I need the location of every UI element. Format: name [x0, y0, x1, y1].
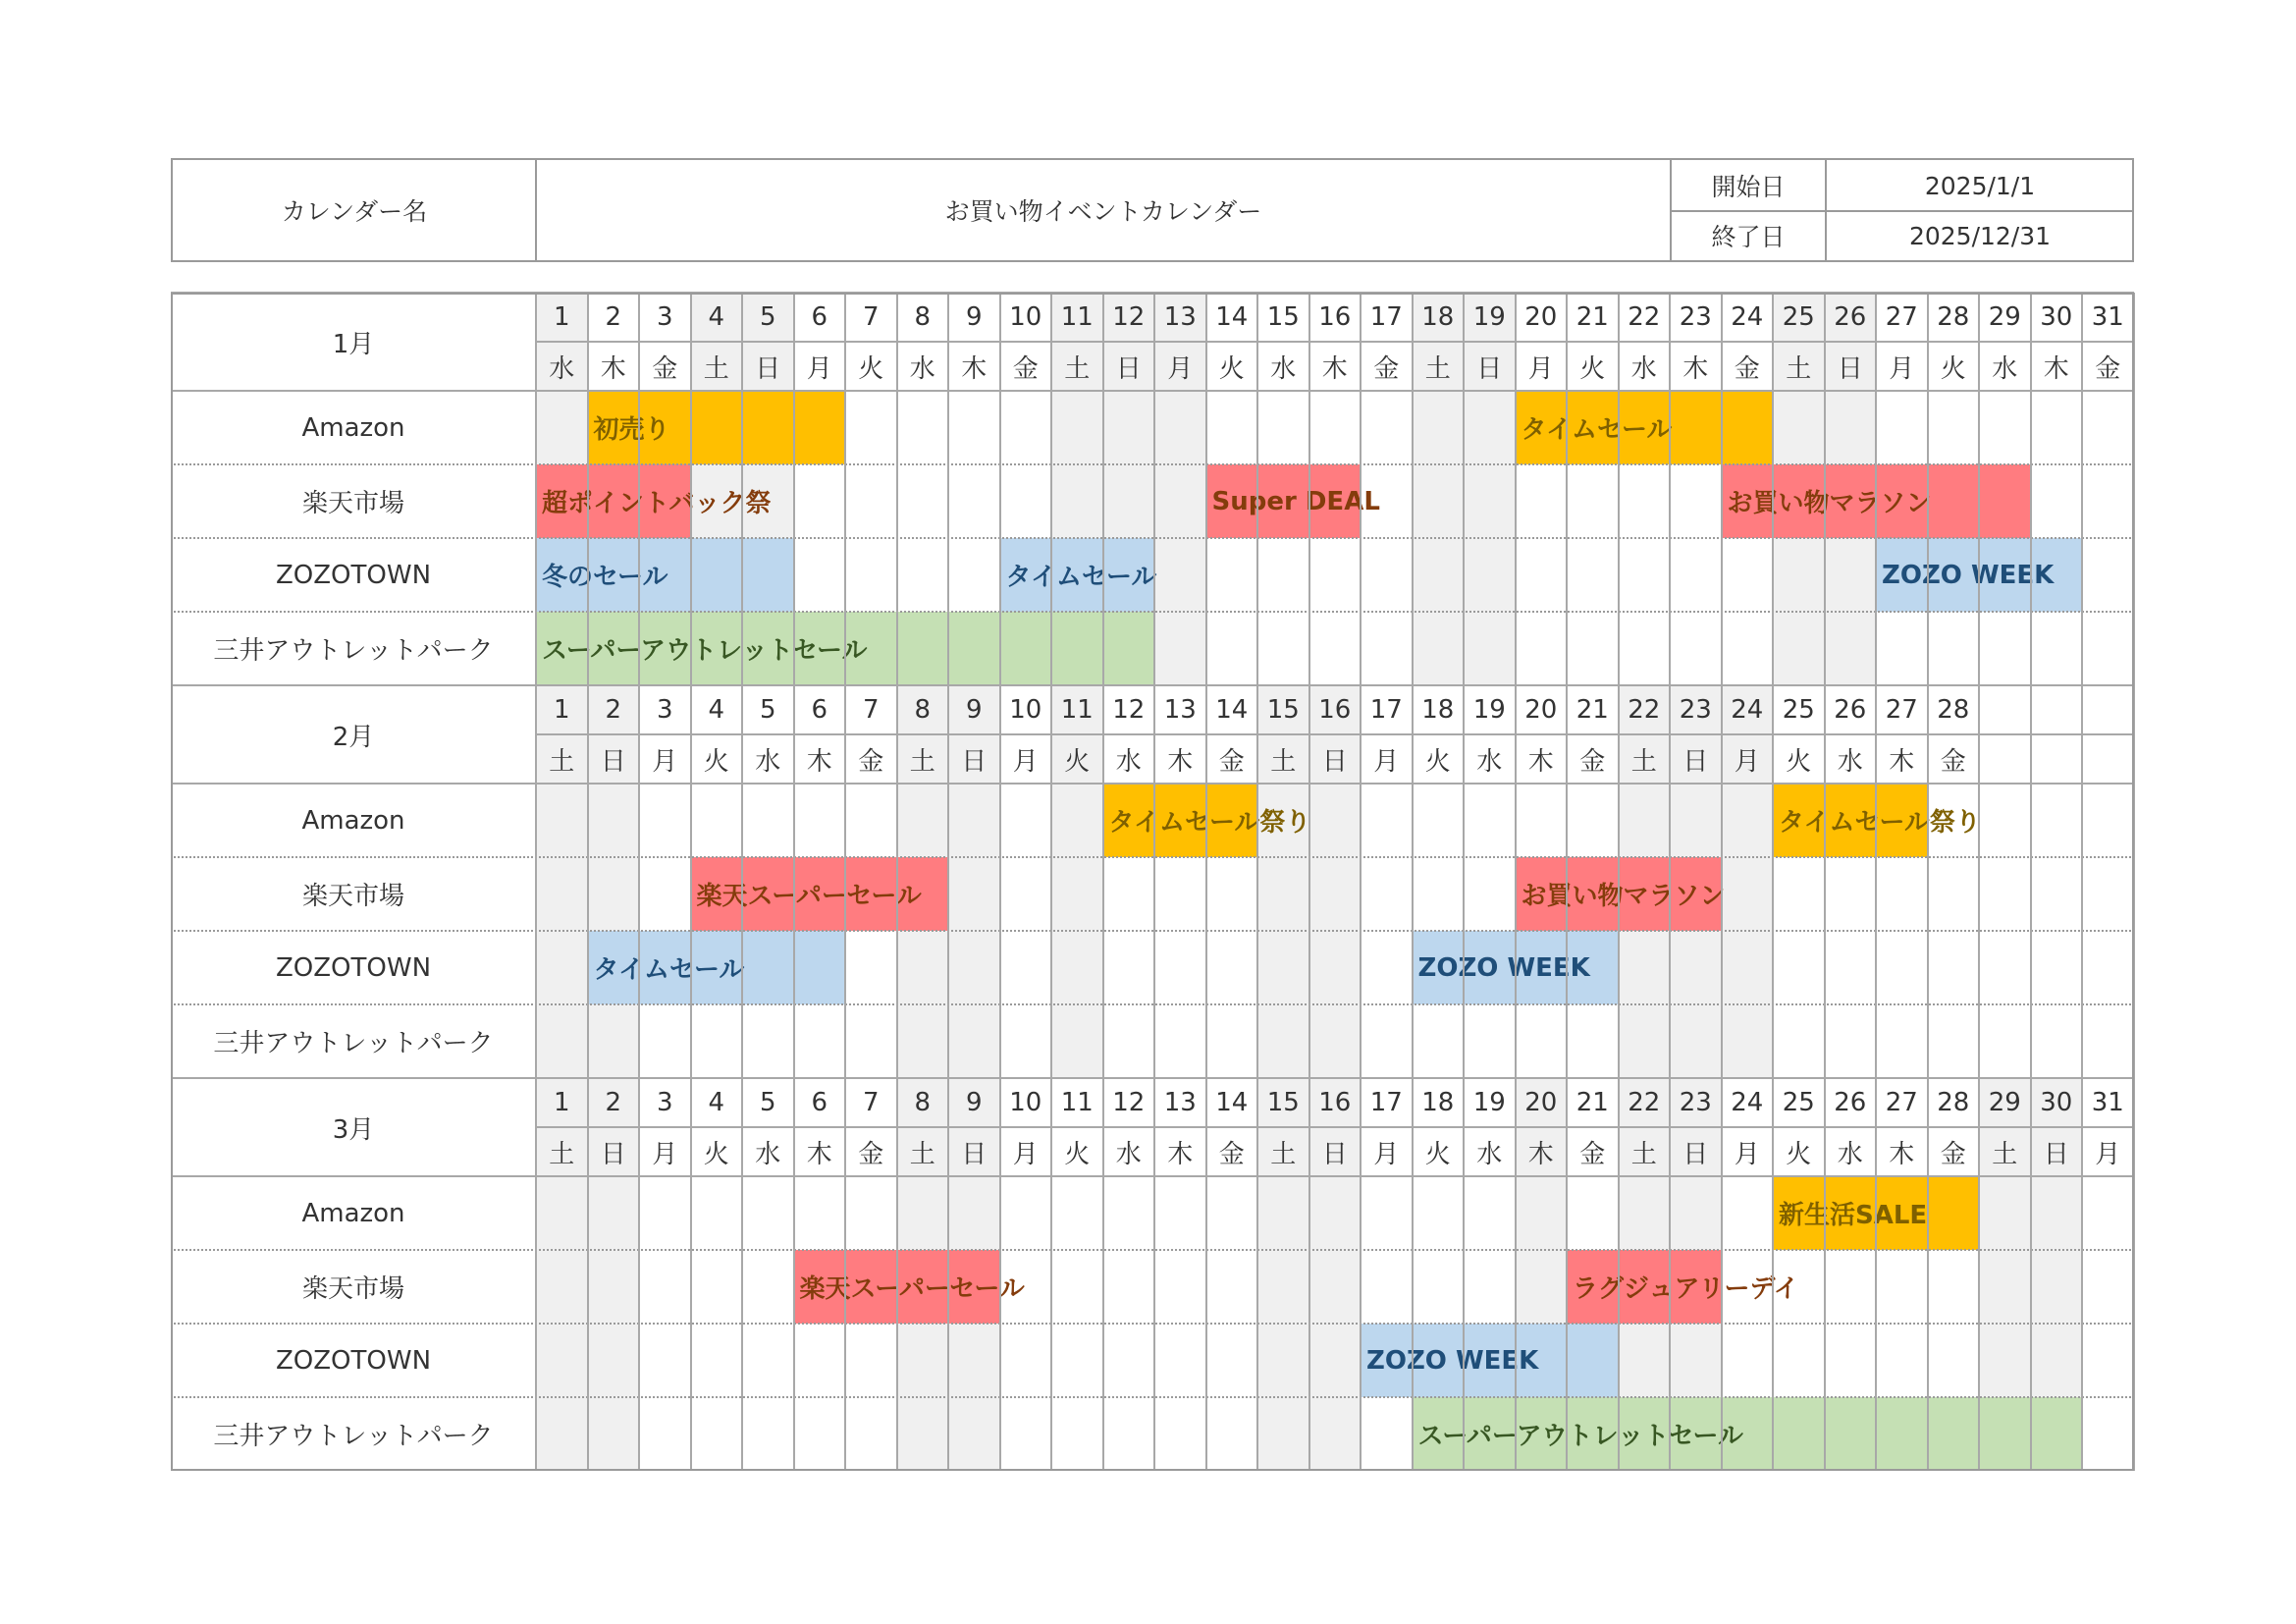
weekday-label: 水 [1630, 353, 1657, 384]
event-label: 初売り [593, 415, 670, 445]
day-number: 26 [1834, 1088, 1867, 1117]
grid-line [171, 783, 2134, 785]
row-divider [171, 611, 2134, 613]
day-number: 20 [1524, 302, 1558, 332]
weekday-label: 水 [1270, 353, 1297, 384]
weekday-label: 日 [2043, 1139, 2069, 1169]
weekday-label: 月 [1373, 1139, 1400, 1169]
day-number: 30 [2040, 1088, 2073, 1117]
store-label: 三井アウトレットパーク [213, 1422, 494, 1451]
day-number: 26 [1834, 302, 1867, 332]
store-label: 楽天市場 [301, 882, 404, 911]
day-number: 18 [1421, 302, 1455, 332]
weekday-label: 土 [703, 353, 729, 384]
weekday-label: 土 [549, 1139, 575, 1169]
day-number: 25 [1782, 1088, 1815, 1117]
day-number: 27 [1885, 695, 1918, 725]
day-number: 7 [862, 302, 880, 332]
weekday-label: 火 [703, 746, 729, 777]
grid-line [171, 1175, 2134, 1177]
store-label: Amazon [301, 805, 405, 836]
day-number: 24 [1731, 1088, 1764, 1117]
weekday-label: 木 [1527, 1139, 1554, 1169]
grid-line [1360, 293, 1362, 1471]
grid-line [171, 1077, 2134, 1079]
calendar-name-value: お買い物イベントカレンダー [944, 197, 1262, 226]
day-number: 15 [1266, 1088, 1300, 1117]
day-number: 8 [914, 1088, 932, 1117]
day-number: 7 [862, 1088, 880, 1117]
divider [535, 160, 537, 260]
weekday-label: 金 [1734, 353, 1760, 384]
weekday-label: 月 [1734, 1139, 1760, 1169]
weekday-label: 水 [1476, 746, 1503, 777]
weekday-label: 金 [1218, 746, 1245, 777]
grid-line [1515, 293, 1517, 1471]
store-label: 楽天市場 [301, 1274, 404, 1304]
weekday-label: 水 [1992, 353, 2018, 384]
row-divider [171, 1323, 2134, 1325]
weekday-label: 日 [961, 746, 988, 777]
month-label: 3月 [332, 1114, 375, 1145]
grid-line [1153, 293, 1155, 1471]
day-number: 17 [1369, 1088, 1403, 1117]
day-number: 12 [1112, 695, 1146, 725]
store-label: Amazon [301, 1198, 405, 1228]
day-number: 20 [1524, 695, 1558, 725]
grid-line [536, 1126, 2134, 1128]
weekday-label: 火 [1064, 746, 1091, 777]
weekday-label: 日 [755, 353, 781, 384]
day-number: 20 [1524, 1088, 1558, 1117]
day-number: 16 [1318, 302, 1352, 332]
grid-line [1102, 293, 1104, 1471]
day-number: 21 [1575, 695, 1609, 725]
event-label: Super DEAL [1211, 486, 1380, 516]
weekday-label: 木 [1682, 353, 1709, 384]
day-number: 11 [1060, 1088, 1094, 1117]
weekday-label: 木 [1167, 1139, 1194, 1169]
weekday-label: 木 [2043, 353, 2069, 384]
weekday-label: 日 [1321, 746, 1348, 777]
weekday-label: 土 [1424, 353, 1451, 384]
event-label: 新生活SALE [1779, 1201, 1928, 1230]
grid-line [1308, 293, 1310, 1471]
weekday-label: 日 [1682, 1139, 1709, 1169]
grid-line [1412, 293, 1414, 1471]
day-number: 1 [553, 1088, 570, 1117]
weekday-label: 土 [1786, 353, 1812, 384]
grid-line [1772, 293, 1774, 1471]
grid-line [896, 293, 898, 1471]
day-number: 6 [811, 695, 828, 725]
weekday-label: 水 [909, 353, 935, 384]
weekday-label: 金 [2095, 353, 2121, 384]
row-divider [171, 856, 2134, 858]
day-number: 18 [1421, 695, 1455, 725]
weekday-label: 月 [652, 1139, 678, 1169]
day-number: 4 [708, 1088, 725, 1117]
grid-line [1875, 293, 1877, 1471]
calendar-name-label: カレンダー名 [281, 197, 428, 226]
row-divider [171, 463, 2134, 465]
weekday-label: 火 [858, 353, 884, 384]
weekday-label: 月 [1373, 746, 1400, 777]
weekday-label: 月 [1167, 353, 1194, 384]
day-number: 21 [1575, 302, 1609, 332]
event-label: ZOZO WEEK [1417, 952, 1590, 983]
store-label: 楽天市場 [301, 489, 404, 518]
day-number: 13 [1163, 1088, 1197, 1117]
weekday-label: 火 [1786, 746, 1812, 777]
day-number: 3 [656, 302, 673, 332]
day-number: 13 [1163, 302, 1197, 332]
store-label: Amazon [301, 412, 405, 443]
grid-line [1669, 293, 1671, 1471]
grid-line [171, 390, 2134, 392]
weekday-label: 火 [1424, 1139, 1451, 1169]
grid-line [999, 293, 1001, 1471]
store-label: ZOZOTOWN [275, 1345, 432, 1376]
grid-line [690, 293, 692, 1471]
weekday-label: 火 [1786, 1139, 1812, 1169]
day-number: 19 [1472, 302, 1506, 332]
day-number: 9 [965, 302, 983, 332]
day-number: 2 [605, 695, 622, 725]
store-label: 三井アウトレットパーク [213, 636, 494, 666]
weekday-label: 土 [1270, 1139, 1297, 1169]
day-number: 24 [1731, 695, 1764, 725]
event-calendar-grid [171, 293, 2134, 1471]
weekday-label: 月 [1889, 353, 1915, 384]
weekday-label: 水 [1476, 1139, 1503, 1169]
weekday-label: 土 [909, 746, 935, 777]
weekday-label: 土 [1270, 746, 1297, 777]
weekday-label: 土 [1630, 1139, 1657, 1169]
grid-line [1927, 293, 1929, 1471]
day-number: 8 [914, 695, 932, 725]
weekday-label: 金 [858, 746, 884, 777]
day-number: 5 [759, 695, 776, 725]
day-number: 10 [1009, 1088, 1042, 1117]
grid-line [1463, 293, 1465, 1471]
day-number: 5 [759, 302, 776, 332]
weekday-label: 金 [652, 353, 678, 384]
weekday-label: 月 [1012, 746, 1039, 777]
grid-line [171, 292, 2134, 294]
weekday-label: 日 [600, 746, 626, 777]
event-label: タイムセール [593, 955, 745, 985]
weekday-label: 水 [755, 1139, 781, 1169]
grid-line [536, 733, 2134, 735]
weekday-label: 木 [1889, 746, 1915, 777]
day-number: 28 [1937, 1088, 1970, 1117]
weekday-label: 日 [1321, 1139, 1348, 1169]
row-divider [171, 1249, 2134, 1251]
grid-line [1256, 293, 1258, 1471]
day-number: 27 [1885, 302, 1918, 332]
day-number: 23 [1679, 695, 1712, 725]
day-number: 9 [965, 695, 983, 725]
weekday-label: 日 [600, 1139, 626, 1169]
day-number: 31 [2091, 302, 2124, 332]
grid-line [741, 293, 743, 1471]
weekday-label: 日 [1837, 353, 1863, 384]
day-number: 10 [1009, 302, 1042, 332]
weekday-label: 木 [961, 353, 988, 384]
grid-line [947, 293, 949, 1471]
day-number: 13 [1163, 695, 1197, 725]
grid-line [1721, 293, 1723, 1471]
weekday-label: 水 [1115, 1139, 1142, 1169]
event-label: ZOZO WEEK [1882, 560, 2055, 590]
weekday-label: 火 [1579, 353, 1606, 384]
grid-line [1618, 293, 1620, 1471]
day-number: 30 [2040, 302, 2073, 332]
day-number: 26 [1834, 695, 1867, 725]
row-divider [171, 537, 2134, 539]
day-number: 14 [1215, 695, 1249, 725]
day-number: 21 [1575, 1088, 1609, 1117]
weekday-label: 水 [1837, 746, 1863, 777]
day-number: 3 [656, 695, 673, 725]
day-number: 5 [759, 1088, 776, 1117]
weekday-label: 火 [1218, 353, 1245, 384]
weekday-label: 日 [961, 1139, 988, 1169]
weekday-label: 土 [1992, 1139, 2018, 1169]
grid-line [1050, 293, 1052, 1471]
day-number: 25 [1782, 695, 1815, 725]
grid-line [638, 293, 640, 1471]
grid-line [793, 293, 795, 1471]
day-number: 16 [1318, 1088, 1352, 1117]
event-label: 冬のセール [542, 563, 668, 592]
grid-line [1824, 293, 1826, 1471]
store-label: 三井アウトレットパーク [213, 1029, 494, 1058]
weekday-label: 木 [806, 746, 832, 777]
day-number: 18 [1421, 1088, 1455, 1117]
weekday-label: 月 [806, 353, 832, 384]
weekday-label: 月 [1012, 1139, 1039, 1169]
day-number: 1 [553, 695, 570, 725]
row-divider [171, 1396, 2134, 1398]
weekday-label: 木 [1321, 353, 1348, 384]
grid-line [2081, 293, 2083, 1471]
day-number: 29 [1988, 302, 2021, 332]
day-number: 12 [1112, 302, 1146, 332]
store-label: ZOZOTOWN [275, 560, 432, 590]
end-date-value: 2025/12/31 [1908, 221, 2052, 250]
day-number: 14 [1215, 302, 1249, 332]
day-number: 15 [1266, 302, 1300, 332]
day-number: 14 [1215, 1088, 1249, 1117]
weekday-label: 水 [755, 746, 781, 777]
end-date-label: 終了日 [1711, 223, 1786, 251]
weekday-label: 金 [1012, 353, 1039, 384]
start-date-value: 2025/1/1 [1924, 171, 2036, 200]
day-number: 17 [1369, 695, 1403, 725]
day-number: 7 [862, 695, 880, 725]
day-number: 1 [553, 302, 570, 332]
weekday-label: 木 [806, 1139, 832, 1169]
day-number: 6 [811, 1088, 828, 1117]
weekday-label: 木 [1527, 746, 1554, 777]
event-label: ラグジュアリーデイ [1573, 1274, 1799, 1304]
row-divider [171, 930, 2134, 932]
store-label: ZOZOTOWN [275, 952, 432, 983]
day-number: 19 [1472, 695, 1506, 725]
weekday-label: 金 [1218, 1139, 1245, 1169]
day-number: 23 [1679, 302, 1712, 332]
weekday-label: 日 [1115, 353, 1142, 384]
weekday-label: 土 [909, 1139, 935, 1169]
weekday-label: 月 [1527, 353, 1554, 384]
event-label: タイムセール祭り [1779, 808, 1981, 838]
weekday-label: 金 [1940, 1139, 1966, 1169]
day-number: 11 [1060, 302, 1094, 332]
day-number: 9 [965, 1088, 983, 1117]
weekday-label: 日 [1682, 746, 1709, 777]
day-number: 11 [1060, 695, 1094, 725]
weekday-label: 火 [1064, 1139, 1091, 1169]
weekday-label: 水 [549, 353, 575, 384]
weekday-label: 日 [1476, 353, 1503, 384]
weekday-label: 金 [1373, 353, 1400, 384]
day-number: 22 [1628, 302, 1661, 332]
weekday-label: 土 [1630, 746, 1657, 777]
grid-line [2030, 293, 2032, 1471]
day-number: 2 [605, 302, 622, 332]
grid-line [1978, 293, 1980, 1471]
event-label: ZOZO WEEK [1366, 1345, 1539, 1376]
grid-line [1566, 293, 1568, 1471]
event-label: スーパーアウトレットセール [1417, 1422, 1744, 1451]
day-number: 2 [605, 1088, 622, 1117]
weekday-label: 木 [600, 353, 626, 384]
day-number: 8 [914, 302, 932, 332]
weekday-label: 月 [2095, 1139, 2121, 1169]
day-number: 4 [708, 695, 725, 725]
grid-line [844, 293, 846, 1471]
day-number: 22 [1628, 695, 1661, 725]
day-number: 22 [1628, 1088, 1661, 1117]
event-label: 楽天スーパーセール [799, 1274, 1025, 1304]
weekday-label: 金 [1579, 1139, 1606, 1169]
event-label: スーパーアウトレットセール [542, 636, 868, 666]
weekday-label: 火 [703, 1139, 729, 1169]
grid-line [587, 293, 589, 1471]
weekday-label: 金 [1579, 746, 1606, 777]
weekday-label: 水 [1837, 1139, 1863, 1169]
grid-line [535, 293, 537, 1471]
row-divider [171, 1003, 2134, 1005]
event-label: 楽天スーパーセール [696, 882, 922, 911]
event-label: タイムセール祭り [1108, 808, 1311, 838]
day-number: 6 [811, 302, 828, 332]
day-number: 3 [656, 1088, 673, 1117]
month-label: 2月 [332, 722, 375, 752]
start-date-label: 開始日 [1711, 173, 1786, 201]
grid-line [2133, 293, 2135, 1471]
event-label: タイムセール [1521, 415, 1673, 445]
day-number: 19 [1472, 1088, 1506, 1117]
event-label: お買い物マラソン [1727, 489, 1932, 518]
day-number: 28 [1937, 695, 1970, 725]
grid-line [1205, 293, 1207, 1471]
weekday-label: 水 [1115, 746, 1142, 777]
weekday-label: 火 [1940, 353, 1966, 384]
day-number: 4 [708, 302, 725, 332]
day-number: 23 [1679, 1088, 1712, 1117]
month-label: 1月 [332, 329, 375, 359]
calendar-header [171, 158, 2134, 262]
day-number: 10 [1009, 695, 1042, 725]
grid-line [536, 341, 2134, 343]
weekday-label: 土 [549, 746, 575, 777]
event-label: タイムセール [1005, 563, 1157, 592]
event-label: 超ポイントバック祭 [542, 489, 772, 518]
day-number: 15 [1266, 695, 1300, 725]
weekday-label: 木 [1167, 746, 1194, 777]
weekday-label: 金 [858, 1139, 884, 1169]
grid-line [171, 684, 2134, 686]
day-number: 29 [1988, 1088, 2021, 1117]
weekday-label: 月 [652, 746, 678, 777]
day-number: 27 [1885, 1088, 1918, 1117]
day-number: 31 [2091, 1088, 2124, 1117]
weekday-label: 土 [1064, 353, 1091, 384]
weekday-label: 木 [1889, 1139, 1915, 1169]
weekday-label: 月 [1734, 746, 1760, 777]
event-label: お買い物マラソン [1521, 882, 1726, 911]
day-number: 25 [1782, 302, 1815, 332]
day-number: 17 [1369, 302, 1403, 332]
weekday-label: 火 [1424, 746, 1451, 777]
day-number: 28 [1937, 302, 1970, 332]
day-number: 24 [1731, 302, 1764, 332]
day-number: 16 [1318, 695, 1352, 725]
weekday-label: 金 [1940, 746, 1966, 777]
day-number: 12 [1112, 1088, 1146, 1117]
divider [1671, 210, 2134, 212]
